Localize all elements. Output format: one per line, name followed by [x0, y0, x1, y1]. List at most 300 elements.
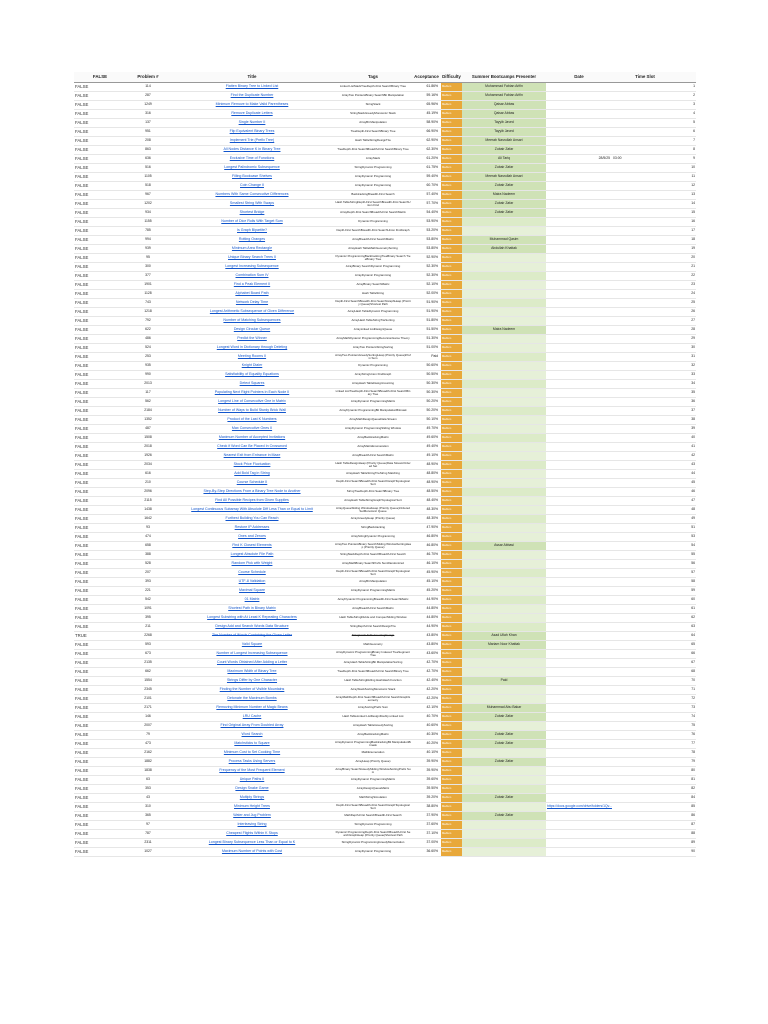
problem-title-link[interactable] [170, 452, 334, 461]
problem-title-link[interactable] [170, 479, 334, 488]
problem-title-link[interactable] [170, 488, 334, 497]
title-link-text[interactable]: Max Consecutive Ones II [231, 426, 273, 431]
problem-title-link[interactable] [170, 353, 334, 362]
problem-title-link[interactable] [170, 839, 334, 848]
completed-checkbox[interactable]: FALSE [74, 821, 126, 830]
title-link-text[interactable]: Find a Peak Element II [233, 282, 271, 287]
completed-checkbox[interactable]: FALSE [74, 371, 126, 380]
completed-checkbox[interactable]: FALSE [74, 803, 126, 812]
time-slot-cell [612, 110, 678, 119]
problem-title-link[interactable] [170, 101, 334, 110]
title-link-text[interactable]: Word Search [241, 732, 263, 737]
problem-title-link[interactable] [170, 776, 334, 785]
title-link-text[interactable]: Water and Jug Problem [233, 813, 271, 818]
row-index: 29 [678, 335, 696, 344]
problem-title-link[interactable] [170, 560, 334, 569]
completed-checkbox[interactable]: FALSE [74, 254, 126, 263]
completed-checkbox[interactable]: FALSE [74, 587, 126, 596]
problem-title-link[interactable] [170, 227, 334, 236]
problem-number: 2101 [126, 695, 170, 704]
title-link-text[interactable]: Count Words Obtained After Adding a Letter [216, 660, 288, 665]
completed-checkbox[interactable]: FALSE [74, 497, 126, 506]
problem-title-link[interactable] [170, 470, 334, 479]
problem-title-link[interactable] [170, 443, 334, 452]
title-link-text[interactable]: Find Original Array From Doubled Array [220, 723, 284, 728]
title-link-text[interactable]: Remove Duplicate Letters [231, 111, 273, 116]
date-cell [546, 605, 612, 614]
completed-checkbox[interactable]: FALSE [74, 353, 126, 362]
completed-checkbox[interactable]: FALSE [74, 263, 126, 272]
problem-title-link[interactable] [170, 659, 334, 668]
title-link-text[interactable]: Longest Substring with At Least K Repeating Characters [207, 615, 297, 620]
title-link-text[interactable]: Number of Dice Rolls With Target Sum [221, 219, 283, 224]
title-link-text[interactable]: Numbers With Same Consecutive Differences [215, 192, 289, 197]
title-link-text[interactable]: Cheapest Flights Within K Stops [226, 831, 278, 836]
completed-checkbox[interactable]: FALSE [74, 101, 126, 110]
completed-checkbox[interactable]: FALSE [74, 830, 126, 839]
completed-checkbox[interactable]: FALSE [74, 209, 126, 218]
completed-checkbox[interactable]: FALSE [74, 659, 126, 668]
problem-title-link[interactable] [170, 434, 334, 443]
title-link-text[interactable]: Minimum Height Trees [234, 804, 270, 809]
presenter-cell: Mariam Noor Khattak [462, 641, 546, 650]
problem-title-link[interactable] [170, 596, 334, 605]
problem-title-link[interactable] [170, 371, 334, 380]
title-link-text[interactable]: Design Circular Queue [233, 327, 271, 332]
title-link-text[interactable]: LRU Cache [242, 714, 262, 719]
problem-title-link[interactable] [170, 344, 334, 353]
completed-checkbox[interactable]: FALSE [74, 146, 126, 155]
problem-title-link[interactable] [170, 137, 334, 146]
problem-title-link[interactable] [170, 209, 334, 218]
completed-checkbox[interactable]: FALSE [74, 182, 126, 191]
problem-title-link[interactable] [170, 614, 334, 623]
drive-link[interactable]: https://docs.google.com/drive/folders/1Qv... [547, 804, 612, 809]
problem-title-link[interactable] [170, 389, 334, 398]
completed-checkbox[interactable]: FALSE [74, 542, 126, 551]
completed-checkbox[interactable]: FALSE [74, 677, 126, 686]
completed-checkbox[interactable]: FALSE [74, 452, 126, 461]
difficulty-badge: Medium [441, 398, 462, 407]
completed-checkbox[interactable]: FALSE [74, 713, 126, 722]
problem-title-link[interactable] [170, 740, 334, 749]
completed-checkbox[interactable]: FALSE [74, 164, 126, 173]
title-link-text[interactable]: Furthest Building You Can Reach [225, 516, 279, 521]
problem-title-link[interactable] [170, 173, 334, 182]
title-link-text[interactable]: Longest Line of Consecutive One in Matrix [218, 399, 286, 404]
completed-checkbox[interactable]: FALSE [74, 191, 126, 200]
date-cell [546, 677, 612, 686]
problem-title-link[interactable] [170, 335, 334, 344]
title-link-text[interactable]: The Number of Words Containing the Given Letter [211, 633, 293, 638]
completed-checkbox[interactable]: FALSE [74, 128, 126, 137]
title-link-text[interactable]: Course Schedule II [236, 480, 268, 485]
title-link-text[interactable]: Alphabet Board Path [235, 291, 269, 296]
completed-checkbox[interactable]: FALSE [74, 110, 126, 119]
tags-cell: ArrayDynamic ProgrammingMatrix [334, 776, 412, 785]
acceptance-cell: 50.30% [412, 389, 441, 398]
acceptance-cell: 48.50% [412, 488, 441, 497]
problem-title-link[interactable] [170, 830, 334, 839]
presenter-cell: Zubair Zafar [462, 713, 546, 722]
completed-checkbox[interactable]: FALSE [74, 416, 126, 425]
problem-title-link[interactable] [170, 677, 334, 686]
title-link-text[interactable]: Strings Differ by One Character [226, 678, 278, 683]
problem-title-link[interactable] [170, 515, 334, 524]
completed-checkbox[interactable]: FALSE [74, 344, 126, 353]
problem-title-link[interactable] [170, 326, 334, 335]
problem-title-link[interactable] [170, 92, 334, 101]
problem-title-link[interactable] [170, 587, 334, 596]
title-link-text[interactable]: Find the Duplicate Number [230, 93, 274, 98]
difficulty-badge: Medium [441, 524, 462, 533]
problem-title-link[interactable] [170, 407, 334, 416]
problem-number: 1901 [126, 281, 170, 290]
problem-title-link[interactable] [170, 650, 334, 659]
acceptance-cell: 59.16% [412, 92, 441, 101]
problem-title-link[interactable] [170, 83, 334, 92]
title-link-text[interactable]: Longest Increasing Subsequence [225, 264, 279, 269]
completed-checkbox[interactable]: FALSE [74, 740, 126, 749]
title-link-text[interactable]: Find All Possible Recipes from Given Supplies [215, 498, 289, 503]
acceptance-cell: 59.40% [412, 173, 441, 182]
problem-title-link[interactable] [170, 533, 334, 542]
completed-checkbox[interactable]: FALSE [74, 605, 126, 614]
title-link-text[interactable]: Rotting Oranges [238, 237, 266, 242]
completed-checkbox[interactable]: FALSE [74, 83, 126, 92]
problem-title-link[interactable] [170, 812, 334, 821]
problem-title-link[interactable] [170, 461, 334, 470]
title-link-text[interactable]: Matchsticks to Square [234, 741, 270, 746]
problem-title-link[interactable] [170, 785, 334, 794]
completed-checkbox[interactable]: FALSE [74, 578, 126, 587]
completed-checkbox[interactable]: FALSE [74, 641, 126, 650]
title-link-text[interactable]: Filling Bookcase Shelves [232, 174, 272, 179]
title-link-text[interactable]: Predict the Winner [237, 336, 267, 341]
acceptance-cell: 52.90% [412, 254, 441, 263]
problem-title-link[interactable] [170, 749, 334, 758]
completed-checkbox[interactable]: FALSE [74, 785, 126, 794]
title-link-text[interactable]: Minimum Remove to Make Valid Parentheses [215, 102, 289, 107]
row-index: 13 [678, 191, 696, 200]
completed-checkbox[interactable]: FALSE [74, 650, 126, 659]
title-link-text[interactable]: Maximum Number of Accepted Invitations [218, 435, 286, 440]
title-link-text[interactable]: Stock Price Fluctuation [233, 462, 271, 467]
title-link-text[interactable]: Longest Palindromic Subsequence [224, 165, 280, 170]
title-link-text[interactable]: Number of Longest Increasing Subsequence [216, 651, 288, 656]
title-link-text[interactable]: Single Number II [238, 120, 266, 125]
completed-checkbox[interactable]: FALSE [74, 92, 126, 101]
problem-title-link[interactable] [170, 200, 334, 209]
completed-checkbox[interactable]: FALSE [74, 443, 126, 452]
completed-checkbox[interactable]: FALSE [74, 614, 126, 623]
problem-title-link[interactable] [170, 497, 334, 506]
problem-title-link[interactable] [170, 551, 334, 560]
title-link-text[interactable]: Flip Equivalent Binary Trees [229, 129, 275, 134]
completed-checkbox[interactable]: FALSE [74, 794, 126, 803]
problem-title-link[interactable] [170, 542, 334, 551]
title-link-text[interactable]: Random Pick with Weight [231, 561, 273, 566]
completed-checkbox[interactable]: FALSE [74, 281, 126, 290]
completed-checkbox[interactable]: FALSE [74, 704, 126, 713]
completed-checkbox[interactable]: FALSE [74, 569, 126, 578]
title-link-text[interactable]: Longest Arithmetic Subsequence of Given Difference [209, 309, 295, 314]
title-link-text[interactable]: Design Snake Game [235, 786, 269, 791]
title-link-text[interactable]: Satisfiability of Equality Equations [225, 372, 279, 377]
table-row [74, 110, 696, 119]
problem-title-link[interactable] [170, 164, 334, 173]
problem-title-link[interactable] [170, 569, 334, 578]
completed-checkbox[interactable]: FALSE [74, 776, 126, 785]
problem-title-link[interactable] [170, 578, 334, 587]
date-cell [546, 632, 612, 641]
problem-title-link[interactable] [170, 272, 334, 281]
completed-checkbox[interactable]: FALSE [74, 308, 126, 317]
title-link-text[interactable]: Step-By-Step Directions From a Binary Tree Node to Another [203, 489, 301, 494]
title-link-text[interactable]: Process Tasks Using Servers [228, 759, 276, 764]
title-link-text[interactable]: Restore IP Addresses [234, 525, 270, 530]
title-link-text[interactable]: Coin Change II [240, 183, 264, 188]
problem-number: 300 [126, 263, 170, 272]
table-row [74, 398, 696, 407]
title-link-text[interactable]: Maximum Number of Points with Cost [221, 849, 283, 854]
title-link-text[interactable]: Unique Binary Search Trees II [228, 255, 276, 260]
table-row [74, 218, 696, 227]
completed-checkbox[interactable]: FALSE [74, 812, 126, 821]
completed-checkbox[interactable]: FALSE [74, 200, 126, 209]
date-cell [546, 785, 612, 794]
problem-title-link[interactable] [170, 380, 334, 389]
problem-title-link[interactable] [170, 767, 334, 776]
difficulty-badge: Medium [441, 731, 462, 740]
completed-checkbox[interactable]: FALSE [74, 434, 126, 443]
completed-checkbox[interactable]: FALSE [74, 749, 126, 758]
title-link-text[interactable]: Network Delay Time [235, 300, 269, 305]
completed-checkbox[interactable]: FALSE [74, 533, 126, 542]
title-link-text[interactable]: Maximal Square [239, 588, 265, 593]
completed-checkbox[interactable]: FALSE [74, 407, 126, 416]
problem-title-link[interactable] [170, 218, 334, 227]
completed-checkbox[interactable]: FALSE [74, 236, 126, 245]
presenter-cell: Zubair Zafar [462, 758, 546, 767]
title-link-text[interactable]: Nearest Exit from Entrance in Maze [223, 453, 281, 458]
problem-title-link[interactable] [170, 722, 334, 731]
title-link-text[interactable]: All Nodes Distance K in Binary Tree [223, 147, 281, 152]
completed-checkbox[interactable]: FALSE [74, 290, 126, 299]
completed-checkbox[interactable]: FALSE [74, 218, 126, 227]
problem-number: 63 [126, 776, 170, 785]
title-link-text[interactable]: Multiply Strings [239, 795, 265, 800]
row-index: 31 [678, 353, 696, 362]
problem-title-link[interactable] [170, 245, 334, 254]
problem-title-link[interactable] [170, 299, 334, 308]
problem-title-link[interactable] [170, 641, 334, 650]
problem-title-link[interactable] [170, 254, 334, 263]
title-link-text[interactable]: 01 Matrix [244, 597, 260, 602]
problem-title-link[interactable] [170, 110, 334, 119]
title-link-text[interactable]: Flatten Binary Tree to Linked List [225, 84, 279, 89]
completed-checkbox[interactable]: FALSE [74, 470, 126, 479]
problem-title-link[interactable] [170, 794, 334, 803]
title-link-text[interactable]: Removing Minimum Number of Magic Beans [216, 705, 288, 710]
title-link-text[interactable]: Find K Closest Elements [232, 543, 272, 548]
completed-checkbox[interactable]: FALSE [74, 524, 126, 533]
date-cell [546, 569, 612, 578]
problem-title-link[interactable] [170, 524, 334, 533]
title-link-text[interactable]: Detect Squares [239, 381, 265, 386]
title-link-text[interactable]: Product of the Last K Numbers [227, 417, 277, 422]
problem-title-link[interactable] [170, 236, 334, 245]
title-link-text[interactable]: Frequency of the Most Frequent Element [219, 768, 285, 773]
row-index: 10 [678, 164, 696, 173]
problem-title-link[interactable] [170, 362, 334, 371]
title-link-text[interactable]: Is Graph Bipartite? [237, 228, 267, 233]
completed-checkbox[interactable]: FALSE [74, 758, 126, 767]
completed-checkbox[interactable]: TRUE [74, 632, 126, 641]
problem-title-link[interactable] [170, 416, 334, 425]
title-link-text[interactable]: Number of Ways to Build Sturdy Brick Wall [218, 408, 286, 413]
acceptance-cell: 53.80% [412, 245, 441, 254]
completed-checkbox[interactable]: FALSE [74, 326, 126, 335]
completed-checkbox[interactable]: FALSE [74, 767, 126, 776]
problem-title-link[interactable] [170, 263, 334, 272]
problem-title-link[interactable] [170, 290, 334, 299]
completed-checkbox[interactable]: FALSE [74, 227, 126, 236]
completed-checkbox[interactable]: FALSE [74, 623, 126, 632]
acceptance-cell: 43.60% [412, 650, 441, 659]
completed-checkbox[interactable]: FALSE [74, 173, 126, 182]
date-cell [546, 353, 612, 362]
completed-checkbox[interactable]: FALSE [74, 272, 126, 281]
title-link-text[interactable]: Ones and Zeroes [238, 534, 266, 539]
title-link-text[interactable]: Implement Trie (Prefix Tree) [229, 138, 275, 143]
title-link-text[interactable]: Shortest Path in Binary Matrix [228, 606, 276, 611]
title-link-text[interactable]: Longest Binary Subsequence Less Than or Equal to K [208, 840, 296, 845]
completed-checkbox[interactable]: FALSE [74, 515, 126, 524]
completed-checkbox[interactable]: FALSE [74, 389, 126, 398]
completed-checkbox[interactable]: FALSE [74, 839, 126, 848]
title-link-text[interactable]: Detonate the Maximum Bombs [227, 696, 277, 701]
table-row [74, 137, 696, 146]
completed-checkbox[interactable]: FALSE [74, 299, 126, 308]
title-link-text[interactable]: Check if Word Can Be Placed In Crossword [217, 444, 287, 449]
problem-title-link[interactable] [170, 686, 334, 695]
completed-checkbox[interactable]: FALSE [74, 722, 126, 731]
problem-title-link[interactable] [170, 506, 334, 515]
title-link-text[interactable]: Unique Paths II [239, 777, 265, 782]
completed-checkbox[interactable]: FALSE [74, 668, 126, 677]
completed-checkbox[interactable]: FALSE [74, 119, 126, 128]
problem-title-link[interactable] [170, 191, 334, 200]
problem-title-link[interactable] [170, 704, 334, 713]
title-link-text[interactable]: Meeting Rooms II [237, 354, 267, 359]
date-cell [546, 650, 612, 659]
completed-checkbox[interactable]: FALSE [74, 560, 126, 569]
time-slot-cell [612, 713, 678, 722]
difficulty-badge: Medium [441, 371, 462, 380]
title-link-text[interactable]: Longest Word in Dictionary through Deleting [216, 345, 288, 350]
title-link-text[interactable]: Valid Square [241, 642, 263, 647]
problem-title-link[interactable] [170, 848, 334, 857]
completed-checkbox[interactable]: FALSE [74, 317, 126, 326]
completed-checkbox[interactable]: FALSE [74, 686, 126, 695]
title-link-text[interactable]: Exclusive Time of Functions [229, 156, 275, 161]
completed-checkbox[interactable]: FALSE [74, 461, 126, 470]
problem-title-link[interactable] [170, 119, 334, 128]
title-link-text[interactable]: Shortest Bridge [239, 210, 265, 215]
problem-title-link[interactable] [170, 803, 334, 812]
title-link-text[interactable]: Add Bold Tag in String [234, 471, 270, 476]
title-link-text[interactable]: UTF-8 Validation [238, 579, 266, 584]
tags-cell: ArrayLinked ListDesignQueue [334, 326, 412, 335]
title-link-text[interactable]: Minimum Area Rectangle [231, 246, 273, 251]
problem-title-link[interactable] [170, 713, 334, 722]
problem-title-link[interactable] [170, 632, 334, 641]
date-cell [546, 425, 612, 434]
problem-title-link[interactable] [170, 425, 334, 434]
completed-checkbox[interactable]: FALSE [74, 695, 126, 704]
problem-title-link[interactable] [170, 398, 334, 407]
problem-title-link[interactable] [170, 668, 334, 677]
completed-checkbox[interactable]: FALSE [74, 506, 126, 515]
problem-title-link[interactable] [170, 758, 334, 767]
problem-title-link[interactable] [170, 308, 334, 317]
completed-checkbox[interactable]: FALSE [74, 731, 126, 740]
title-link-text[interactable]: Minimum Cost to Set Cooking Time [223, 750, 281, 755]
title-link-text[interactable]: Smallest String With Swaps [229, 201, 275, 206]
problem-title-link[interactable] [170, 695, 334, 704]
problem-title-link[interactable] [170, 605, 334, 614]
time-slot-cell [612, 596, 678, 605]
completed-checkbox[interactable]: FALSE [74, 380, 126, 389]
completed-checkbox[interactable]: FALSE [74, 155, 126, 164]
completed-checkbox[interactable]: FALSE [74, 488, 126, 497]
title-link-text[interactable]: Design Add and Search Words Data Structure [215, 624, 289, 629]
title-link-text[interactable]: Maximum Width of Binary Tree [227, 669, 277, 674]
problem-title-link[interactable] [170, 317, 334, 326]
completed-checkbox[interactable]: FALSE [74, 398, 126, 407]
completed-checkbox[interactable]: FALSE [74, 848, 126, 857]
problem-title-link[interactable] [170, 281, 334, 290]
title-link-text[interactable]: Finding the Number of Visible Mountains [219, 687, 285, 692]
problem-title-link[interactable] [170, 128, 334, 137]
acceptance-cell: 49.40% [412, 443, 441, 452]
completed-checkbox[interactable]: FALSE [74, 596, 126, 605]
completed-checkbox[interactable]: FALSE [74, 479, 126, 488]
title-link-text[interactable]: Longest Absolute File Path [230, 552, 274, 557]
title-link-text[interactable]: Course Schedule [238, 570, 266, 575]
completed-checkbox[interactable]: FALSE [74, 362, 126, 371]
title-link-text[interactable]: Interleaving String [237, 822, 267, 827]
problem-title-link[interactable] [170, 155, 334, 164]
title-link-text[interactable]: Longest Continuous Subarray With Absolute Diff Less Than or Equal to Limit [191, 507, 313, 512]
problem-title-link[interactable] [170, 821, 334, 830]
completed-checkbox[interactable]: FALSE [74, 425, 126, 434]
title-link-text[interactable]: Knight Dialer [241, 363, 263, 368]
completed-checkbox[interactable]: FALSE [74, 245, 126, 254]
difficulty-badge: Medium [441, 146, 462, 155]
problem-title-link[interactable] [170, 623, 334, 632]
completed-checkbox[interactable]: FALSE [74, 137, 126, 146]
problem-title-link[interactable] [170, 182, 334, 191]
completed-checkbox[interactable]: FALSE [74, 551, 126, 560]
completed-checkbox[interactable]: FALSE [74, 335, 126, 344]
title-link-text[interactable]: Combination Sum IV [235, 273, 269, 278]
problem-title-link[interactable] [170, 731, 334, 740]
title-link-text[interactable]: Number of Matching Subsequences [223, 318, 281, 323]
title-link-text[interactable]: Populating Next Right Pointers in Each Node II [214, 390, 290, 395]
problem-title-link[interactable] [170, 146, 334, 155]
